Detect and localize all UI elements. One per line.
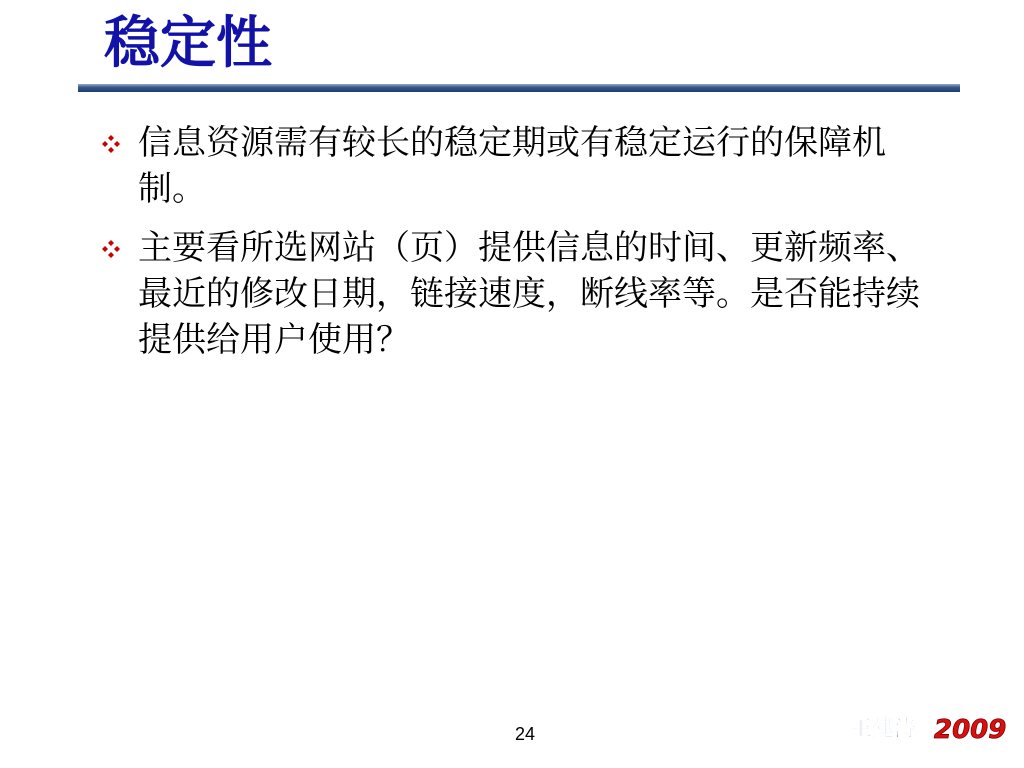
bullet-item <box>100 120 940 212</box>
author-logo <box>848 708 1008 748</box>
page-number: 24 <box>514 724 536 744</box>
logo-year: 2009 <box>934 715 1007 745</box>
bullet-text: 信息资源需有较长的稳定期或有稳定运行的保障机制。 <box>138 123 886 209</box>
bullet-list <box>100 120 940 376</box>
bullet-text: 主要看所选网站（页）提供信息的时间、更新频率、最近的修改日期，链接速度，断线率等。是否能持续提供给用户使用？ <box>138 228 920 360</box>
logo-name: 王建涛 <box>850 717 917 742</box>
title-divider <box>78 84 960 92</box>
diamond-bullet-icon <box>102 134 136 154</box>
slide-title: 稳定性 <box>104 11 272 76</box>
diamond-bullet-icon <box>102 239 136 259</box>
bullet-item <box>100 225 940 363</box>
